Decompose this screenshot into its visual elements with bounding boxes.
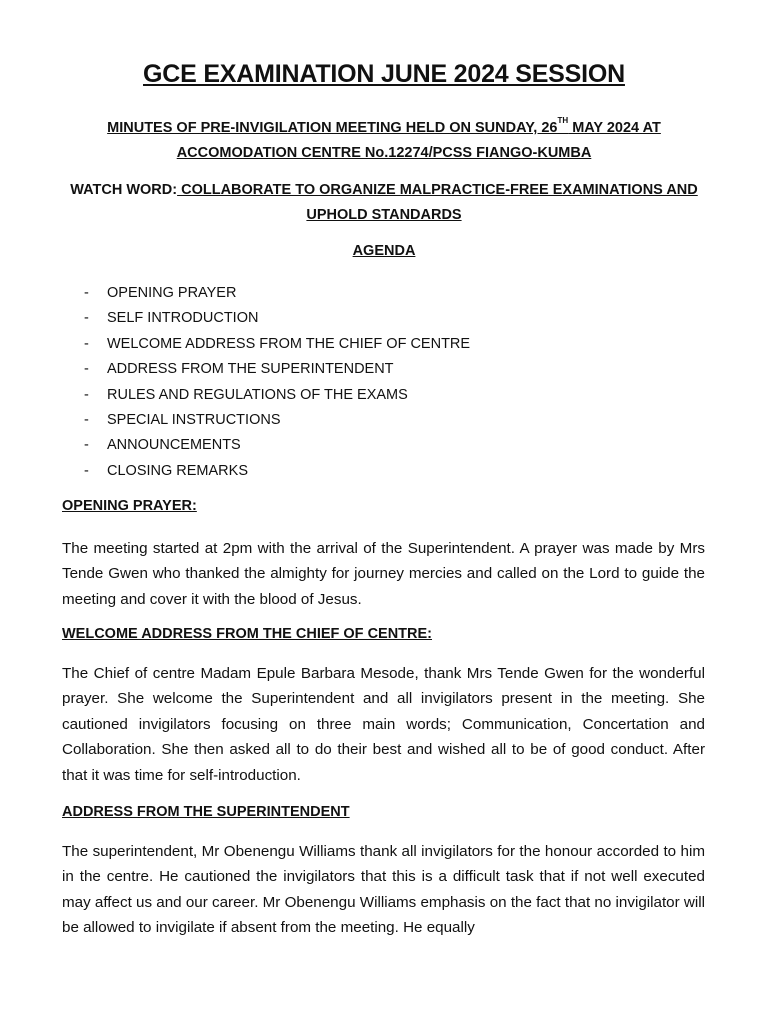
agenda-item-label: SELF INTRODUCTION	[107, 310, 259, 327]
agenda-item-label: CLOSING REMARKS	[107, 462, 248, 479]
agenda-item-label: WELCOME ADDRESS FROM THE CHIEF OF CENTRE	[107, 335, 471, 352]
subtitle-superscript: TH	[557, 116, 569, 125]
agenda-item: - ANNOUNCEMENTS	[84, 437, 241, 454]
agenda-item-label: SPECIAL INSTRUCTIONS	[107, 411, 281, 428]
subtitle-text-2: MAY 2024 AT	[568, 120, 661, 136]
agenda-item: - SELF INTRODUCTION	[84, 310, 259, 327]
agenda-item-label: ADDRESS FROM THE SUPERINTENDENT	[107, 361, 394, 378]
subtitle-text-1: MINUTES OF PRE-INVIGILATION MEETING HELD ON SUNDAY, 26	[107, 120, 558, 136]
section-body-welcome-address: The Chief of centre Madam Epule Barbara Mesode, thank Mrs Tende Gwen for the wonderful prayer. She welcome the Superintendent and all invigilators present in the meeting. She cautioned invigilators focusing on three main words; Communication, Concertation and Collaboration. She then asked all to do their best and wished all to be of good conduct. After that it was time for self-introduction.	[62, 665, 705, 784]
watch-word-label: WATCH WORD:	[70, 182, 178, 198]
agenda-item: - OPENING PRAYER	[84, 285, 237, 301]
section-body-superintendent-address: The superintendent, Mr Obenengu Williams thank all invigilators for the honour accorded to him in the centre. He cautioned the invigilators that this is a difficult task that if not well executed may affect us and our career. Mr Obenengu Williams emphasis on the fact that no invigilator will be allowed to invigilate if absent from the meeting. He equally	[62, 843, 705, 937]
section-heading-opening-prayer: OPENING PRAYER:	[62, 498, 197, 514]
agenda-item-label: RULES AND REGULATIONS OF THE EXAMS	[107, 386, 408, 403]
agenda-item: - SPECIAL INSTRUCTIONS	[84, 411, 281, 428]
agenda-item: - ADDRESS FROM THE SUPERINTENDENT	[84, 361, 394, 378]
agenda-list	[84, 281, 470, 484]
subtitle-line-2: ACCOMODATION CENTRE No.12274/PCSS FIANGO-KUMBA	[176, 145, 592, 161]
document-title: GCE EXAMINATION JUNE 2024 SESSION	[143, 60, 625, 88]
agenda-item: - WELCOME ADDRESS FROM THE CHIEF OF CENTRE	[84, 335, 471, 352]
section-body-opening-prayer: The meeting started at 2pm with the arrival of the Superintendent. A prayer was made by Mrs Tende Gwen who thanked the almighty for journey mercies and called on the Lord to guide the meeting and cover it with the blood of Jesus.	[62, 540, 705, 608]
meeting-subtitle	[40, 116, 728, 166]
watch-word	[40, 178, 728, 228]
section-heading-superintendent-address: ADDRESS FROM THE SUPERINTENDENT	[62, 804, 350, 820]
agenda-item: - CLOSING REMARKS	[84, 462, 248, 479]
agenda-item-label: ANNOUNCEMENTS	[107, 437, 241, 454]
section-heading-welcome-address: WELCOME ADDRESS FROM THE CHIEF OF CENTRE:	[62, 626, 433, 642]
agenda-item: - RULES AND REGULATIONS OF THE EXAMS	[84, 386, 408, 403]
agenda-heading: AGENDA	[352, 243, 416, 259]
agenda-item-label: OPENING PRAYER	[107, 285, 237, 301]
watch-word-text: COLLABORATE TO ORGANIZE MALPRACTICE-FREE EXAMINATIONS AND UPHOLD STANDARDS	[177, 182, 698, 223]
